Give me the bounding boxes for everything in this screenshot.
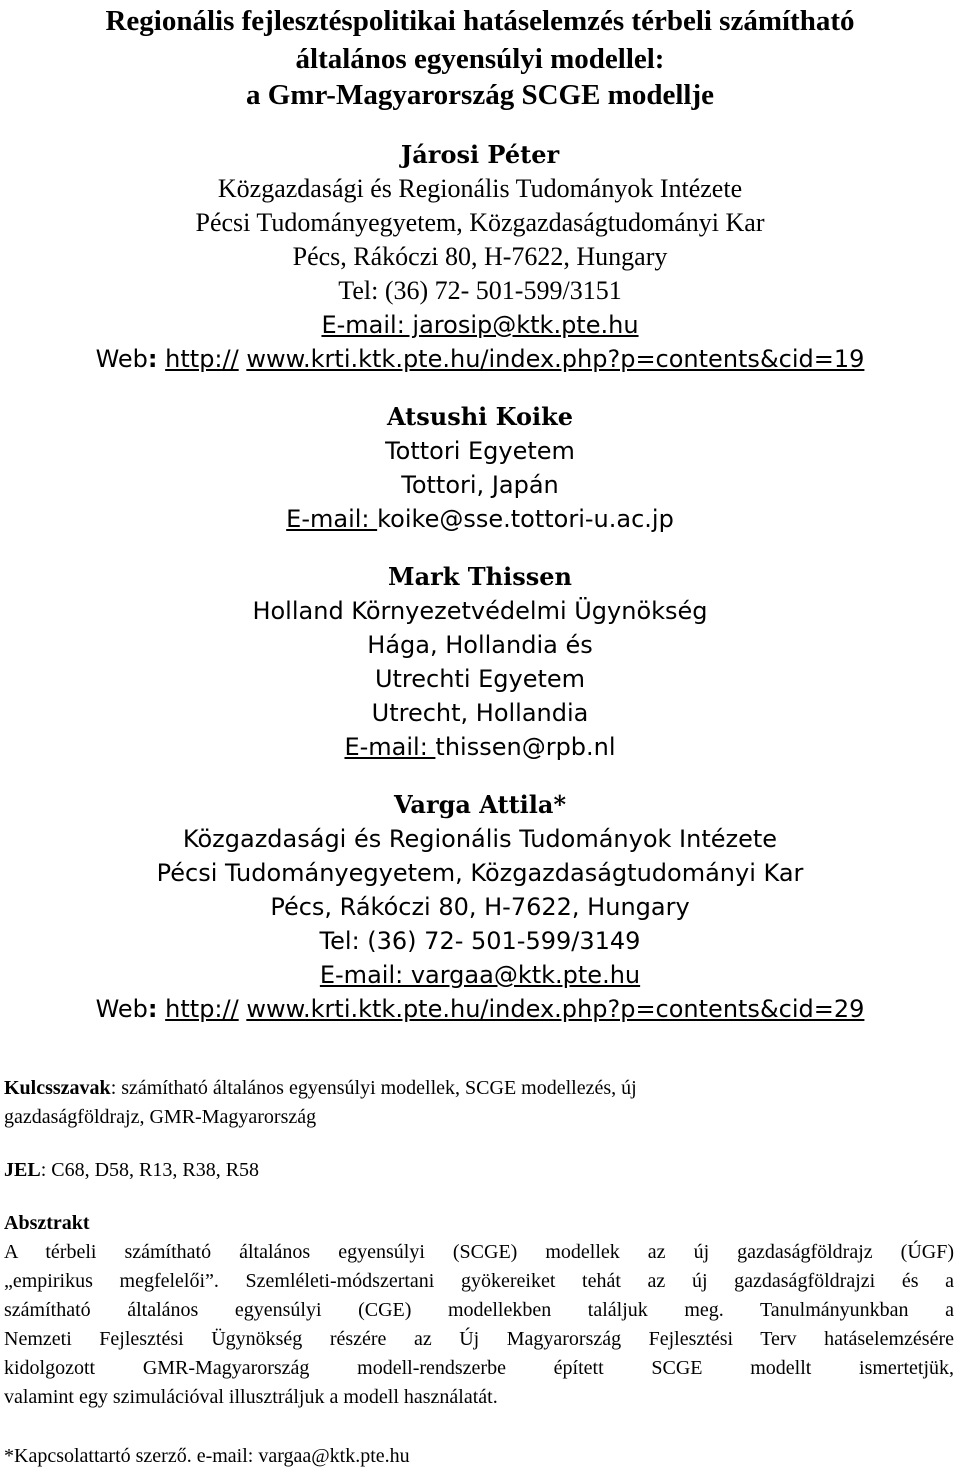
jel-text: : C68, D58, R13, R38, R58 bbox=[40, 1159, 260, 1181]
author-2-affiliation: Tottori Egyetem bbox=[385, 437, 575, 465]
author-4-web bbox=[0, 992, 960, 1026]
author-4-name: Varga Attila* bbox=[393, 790, 566, 819]
author-4-web-colon: : bbox=[147, 995, 158, 1023]
author-4-web-link[interactable]: www.krti.ktk.pte.hu/index.php?p=contents&cid=29 bbox=[246, 995, 865, 1023]
keywords-label: Kulcsszavak bbox=[4, 1077, 111, 1099]
keywords-text-1: : számítható általános egyensúlyi modellek, SCGE modellezés, új bbox=[110, 1077, 637, 1099]
author-1-address: Pécs, Rákóczi 80, H-7622, Hungary bbox=[292, 242, 668, 271]
author-1-web-proto[interactable]: http:// bbox=[165, 345, 239, 373]
author-3-address-1: Hága, Hollandia és bbox=[367, 631, 593, 659]
abstract-heading-text: Absztrakt bbox=[4, 1212, 90, 1234]
footnote: *Kapcsolattartó szerző. e-mail: vargaa@ktk.pte.hu bbox=[4, 1445, 410, 1467]
abstract-line-4: Nemzeti Fejlesztési Ügynökség részére az Új Magyarország Fejlesztési Terv hatáselemzésére bbox=[4, 1328, 954, 1350]
author-4-address: Pécs, Rákóczi 80, H-7622, Hungary bbox=[270, 893, 690, 921]
author-1-email[interactable]: E-mail: jarosip@ktk.pte.hu bbox=[321, 311, 639, 339]
author-1-web-colon: : bbox=[147, 345, 158, 373]
author-3-affiliation-1: Holland Környezetvédelmi Ügynökség bbox=[252, 597, 708, 625]
abstract-line-5: kidolgozott GMR-Magyarország modell-rendszerbe épített SCGE modellt ismertetjük, bbox=[4, 1357, 954, 1379]
author-2-name: Atsushi Koike bbox=[386, 402, 574, 431]
author-4-tel: Tel: (36) 72- 501-599/3149 bbox=[319, 927, 641, 955]
keywords-line-2: gazdaságföldrajz, GMR-Magyarország bbox=[4, 1106, 317, 1128]
author-4-web-label: Web bbox=[95, 995, 148, 1023]
author-2-email-label: E-mail: bbox=[286, 505, 378, 533]
abstract-line-3: számítható általános egyensúlyi (CGE) modellekben találjuk meg. Tanulmányunkban a bbox=[4, 1299, 954, 1321]
abstract-body bbox=[4, 1238, 954, 1412]
author-2-email bbox=[0, 502, 960, 536]
title-line-3: a Gmr-Magyarország SCGE modellje bbox=[246, 79, 714, 111]
abstract-line-2: „empirikus megfelelői”. Szemléleti-módszertani gyökereiket tehát az új gazdaságföldrajzi és a bbox=[4, 1270, 954, 1292]
jel-codes bbox=[4, 1156, 954, 1185]
author-3-email-label: E-mail: bbox=[344, 733, 436, 761]
author-1-tel: Tel: (36) 72- 501-599/3151 bbox=[338, 276, 622, 305]
author-3-affiliation-2: Utrechti Egyetem bbox=[374, 665, 586, 693]
author-4-web-proto[interactable]: http:// bbox=[165, 995, 239, 1023]
jel-label: JEL bbox=[4, 1159, 41, 1181]
author-1-web bbox=[0, 342, 960, 376]
author-3-email-link[interactable]: thissen@rpb.nl bbox=[435, 733, 616, 761]
author-3-email bbox=[0, 730, 960, 764]
author-1-web-label: Web bbox=[95, 345, 148, 373]
title-line-2: általános egyensúlyi modellel: bbox=[295, 43, 665, 75]
author-3-name: Mark Thissen bbox=[388, 562, 572, 591]
author-2-email-link[interactable]: koike@sse.tottori-u.ac.jp bbox=[377, 505, 674, 533]
author-1-affiliation-1: Közgazdasági és Regionális Tudományok Intézete bbox=[217, 174, 743, 203]
keywords-line-1 bbox=[4, 1074, 954, 1103]
abstract-heading bbox=[4, 1209, 954, 1238]
author-1-affiliation-2: Pécsi Tudományegyetem, Közgazdaságtudományi Kar bbox=[195, 208, 765, 237]
author-2-address: Tottori, Japán bbox=[401, 471, 559, 499]
author-1-web-link[interactable]: www.krti.ktk.pte.hu/index.php?p=contents&cid=19 bbox=[246, 345, 865, 373]
author-3-address-2: Utrecht, Hollandia bbox=[371, 699, 589, 727]
keywords bbox=[4, 1074, 954, 1132]
author-1-name: Járosi Péter bbox=[400, 140, 560, 169]
author-4-affiliation-1: Közgazdasági és Regionális Tudományok Intézete bbox=[182, 825, 778, 853]
title-line-1: Regionális fejlesztéspolitikai hatáselemzés térbeli számítható bbox=[105, 5, 855, 37]
author-4-affiliation-2: Pécsi Tudományegyetem, Közgazdaságtudományi Kar bbox=[156, 859, 804, 887]
abstract-line-1: A térbeli számítható általános egyensúlyi (SCGE) modellek az új gazdaságföldrajz (ÚGF) bbox=[4, 1241, 954, 1263]
author-4-email[interactable]: E-mail: vargaa@ktk.pte.hu bbox=[319, 961, 641, 989]
abstract-line-6: valamint egy szimulációval illusztráljuk a modell használatát. bbox=[4, 1386, 498, 1408]
